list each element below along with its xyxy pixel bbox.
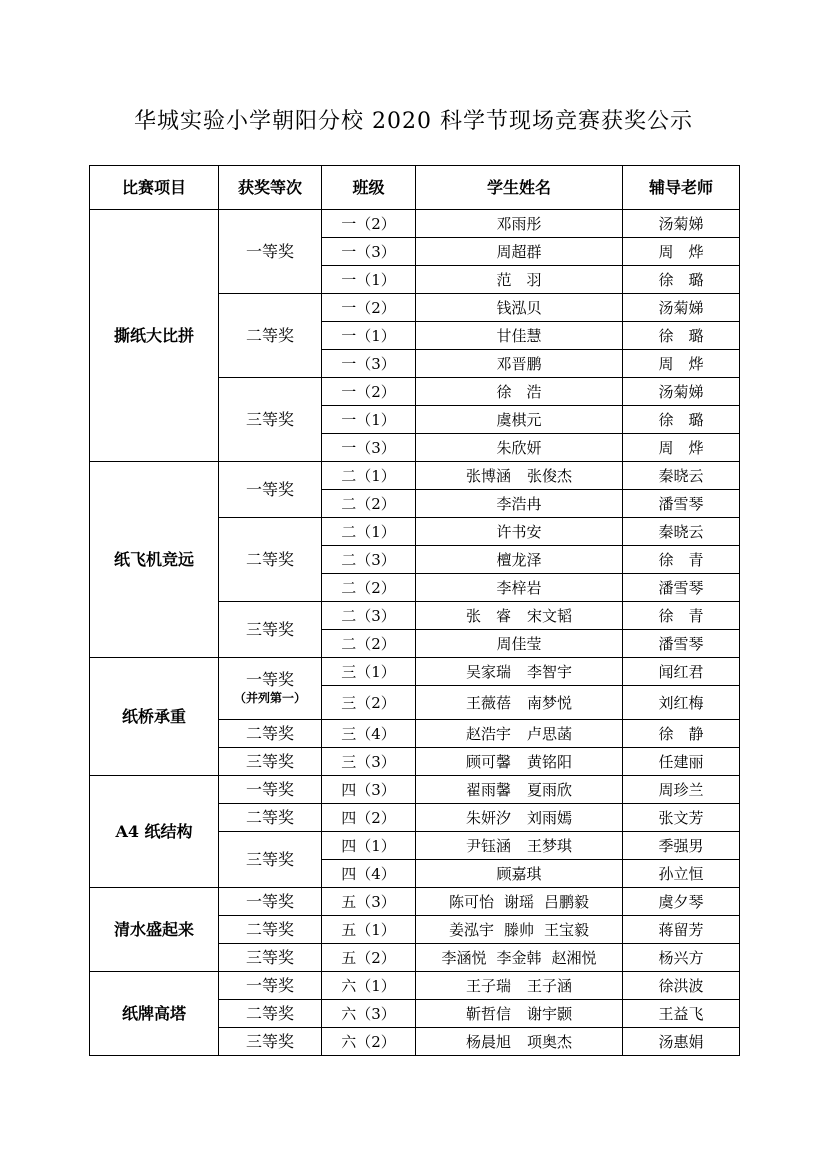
award-level-label: 二等奖 [245,723,294,743]
teacher-cell: 徐 青 [623,602,740,630]
competition-name: 纸飞机竞远 [90,462,219,658]
student-name: 张博涵 [465,466,511,485]
award-level [219,1000,322,1028]
student-names-cell [416,406,623,434]
competition-name: 纸牌高塔 [90,972,219,1056]
student-name: 王宝毅 [544,920,590,939]
student-names-cell [416,322,623,350]
teacher-cell: 徐 青 [623,546,740,574]
teacher-cell: 汤惠娟 [623,1028,740,1056]
teacher-cell: 徐 璐 [623,322,740,350]
student-names-cell [416,888,623,916]
table-row [90,888,740,916]
student-names-cell [416,776,623,804]
class-cell: 二（3） [322,602,416,630]
teacher-cell: 秦晓云 [623,462,740,490]
teacher-cell: 张文芳 [623,804,740,832]
student-names-cell [416,266,623,294]
student-names-cell [416,860,623,888]
student-name: 王子瑞 [465,976,511,995]
student-name: 李智宇 [527,662,573,681]
class-cell: 五（2） [322,944,416,972]
student-name: 黄铭阳 [527,752,573,771]
award-level-label: 二等奖 [245,807,294,827]
award-level [219,1028,322,1056]
student-name: 夏雨欣 [527,780,573,799]
class-cell: 二（2） [322,574,416,602]
award-level-label: 一等奖 [245,669,294,689]
teacher-cell: 汤菊娣 [623,294,740,322]
award-level [219,972,322,1000]
award-level [219,944,322,972]
student-name: 王梦琪 [527,836,573,855]
header-student-names: 学生姓名 [416,166,623,210]
teacher-cell: 刘红梅 [623,686,740,720]
award-level-label: 三等奖 [245,751,294,771]
award-level-label: 三等奖 [245,947,294,967]
teacher-cell: 周 烨 [623,238,740,266]
student-name: 项奥杰 [527,1032,573,1051]
page-title: 华城实验小学朝阳分校 2020 科学节现场竞赛获奖公示 [134,109,693,134]
competition-name: 清水盛起来 [90,888,219,972]
teacher-cell: 虞夕琴 [623,888,740,916]
student-names-cell [416,238,623,266]
award-level-label: 二等奖 [245,325,294,345]
class-cell: 三（4） [322,720,416,748]
award-level-label: 一等奖 [245,241,294,261]
student-names-cell [416,546,623,574]
student-name: 李梓岩 [496,578,542,597]
student-names-cell [416,658,623,686]
student-name: 顾嘉琪 [496,864,542,883]
student-name: 张俊杰 [527,466,573,485]
class-cell: 二（2） [322,490,416,518]
student-names-cell [416,378,623,406]
student-name: 杨晨旭 [465,1032,511,1051]
student-name: 卢思菡 [527,724,573,743]
student-name: 李金韩 [496,948,542,967]
teacher-cell: 周 烨 [623,350,740,378]
award-level [219,518,322,602]
student-names-cell [416,210,623,238]
student-name: 王子涵 [527,976,573,995]
student-name: 顾可馨 [465,752,511,771]
class-cell: 一（3） [322,350,416,378]
class-cell: 一（2） [322,210,416,238]
award-level-label: 三等奖 [245,619,294,639]
class-cell: 四（1） [322,832,416,860]
student-name: 谢宇颢 [527,1004,573,1023]
teacher-cell: 季强男 [623,832,740,860]
student-name: 朱妍汐 [465,808,511,827]
student-names-cell [416,574,623,602]
student-names-cell [416,630,623,658]
student-name: 虞棋元 [496,410,542,429]
student-name: 甘佳慧 [496,326,542,345]
student-name: 陈可怡 [448,892,494,911]
award-level-label: 一等奖 [245,479,294,499]
teacher-cell: 孙立恒 [623,860,740,888]
student-name: 邓晋鹏 [496,354,542,373]
student-names-cell [416,944,623,972]
table-row [90,462,740,490]
header-award-level: 获奖等次 [219,166,322,210]
class-cell: 五（3） [322,888,416,916]
student-names-cell [416,462,623,490]
student-name: 李浩冉 [496,494,542,513]
award-level-label: 二等奖 [245,919,294,939]
class-cell: 二（1） [322,518,416,546]
class-cell: 一（2） [322,378,416,406]
class-cell: 四（4） [322,860,416,888]
award-level [219,658,322,720]
teacher-cell: 周珍兰 [623,776,740,804]
student-name: 尹钰涵 [465,836,511,855]
student-name: 滕帅 [503,920,534,939]
student-names-cell [416,720,623,748]
competition-name: 纸桥承重 [90,658,219,776]
student-name: 李涵悦 [441,948,487,967]
award-level-label: 一等奖 [245,975,294,995]
student-name: 徐 浩 [496,382,542,401]
teacher-cell: 任建丽 [623,748,740,776]
teacher-cell: 汤菊娣 [623,210,740,238]
student-name: 檀龙泽 [496,550,542,569]
header-teacher: 辅导老师 [623,166,740,210]
teacher-cell: 周 烨 [623,434,740,462]
award-level-label: 三等奖 [245,409,294,429]
student-names-cell [416,518,623,546]
award-level-label: 三等奖 [245,849,294,869]
student-names-cell [416,804,623,832]
student-names-cell [416,294,623,322]
table-row [90,210,740,238]
header-competition: 比赛项目 [90,166,219,210]
student-name: 刘雨嫣 [527,808,573,827]
class-cell: 六（2） [322,1028,416,1056]
student-name: 翟雨馨 [465,780,511,799]
award-level [219,888,322,916]
award-level-label: 三等奖 [245,1031,294,1051]
teacher-cell: 杨兴方 [623,944,740,972]
awards-table [89,165,740,1056]
student-name: 邓雨彤 [496,214,542,233]
teacher-cell: 潘雪琴 [623,490,740,518]
class-cell: 三（1） [322,658,416,686]
student-name: 南梦悦 [527,693,573,712]
teacher-cell: 徐 璐 [623,406,740,434]
student-name: 许书安 [496,522,542,541]
award-note: （并列第一） [233,690,306,705]
student-name: 周超群 [496,242,542,261]
student-names-cell [416,748,623,776]
student-names-cell [416,916,623,944]
student-name: 吴家瑞 [465,662,511,681]
teacher-cell: 徐 璐 [623,266,740,294]
class-cell: 五（1） [322,916,416,944]
student-name: 王薇蓓 [465,693,511,712]
student-name: 范 羽 [496,270,542,289]
student-name: 朱欣妍 [496,438,542,457]
student-names-cell [416,490,623,518]
teacher-cell: 潘雪琴 [623,574,740,602]
award-level-label: 一等奖 [245,779,294,799]
class-cell: 四（3） [322,776,416,804]
student-name: 吕鹏毅 [544,892,590,911]
student-name: 赵湘悦 [551,948,597,967]
class-cell: 六（3） [322,1000,416,1028]
award-level [219,748,322,776]
teacher-cell: 徐 静 [623,720,740,748]
class-cell: 一（3） [322,434,416,462]
class-cell: 三（3） [322,748,416,776]
teacher-cell: 秦晓云 [623,518,740,546]
student-name: 周佳莹 [496,634,542,653]
award-level-label: 一等奖 [245,891,294,911]
student-names-cell [416,602,623,630]
class-cell: 二（1） [322,462,416,490]
award-level [219,378,322,462]
student-name: 赵浩宇 [465,724,511,743]
award-level-label: 二等奖 [245,549,294,569]
award-level [219,462,322,518]
award-level [219,776,322,804]
class-cell: 三（2） [322,686,416,720]
table-row [90,658,740,686]
award-level [219,720,322,748]
student-names-cell [416,1028,623,1056]
award-level [219,602,322,658]
student-name: 靳哲信 [465,1004,511,1023]
header-row [90,166,740,210]
student-name: 谢瑶 [503,892,534,911]
teacher-cell: 闻红君 [623,658,740,686]
student-names-cell [416,434,623,462]
class-cell: 六（1） [322,972,416,1000]
class-cell: 四（2） [322,804,416,832]
class-cell: 一（3） [322,238,416,266]
award-level [219,294,322,378]
student-names-cell [416,832,623,860]
header-class: 班级 [322,166,416,210]
class-cell: 一（1） [322,406,416,434]
award-level [219,210,322,294]
teacher-cell: 徐洪波 [623,972,740,1000]
student-name: 张 睿 [465,606,511,625]
competition-name: 撕纸大比拼 [90,210,219,462]
teacher-cell: 汤菊娣 [623,378,740,406]
student-names-cell [416,1000,623,1028]
award-level [219,832,322,888]
student-name: 钱泓贝 [496,298,542,317]
student-name: 姜泓宇 [448,920,494,939]
competition-name: A4 纸结构 [90,776,219,888]
award-level-label: 二等奖 [245,1003,294,1023]
teacher-cell: 蒋留芳 [623,916,740,944]
student-names-cell [416,686,623,720]
student-name: 宋文韬 [527,606,573,625]
table-row [90,972,740,1000]
teacher-cell: 王益飞 [623,1000,740,1028]
class-cell: 一（1） [322,266,416,294]
table-body [90,210,740,1056]
table-row [90,776,740,804]
award-level [219,916,322,944]
class-cell: 一（2） [322,294,416,322]
class-cell: 二（3） [322,546,416,574]
student-names-cell [416,350,623,378]
class-cell: 二（2） [322,630,416,658]
award-level [219,804,322,832]
teacher-cell: 潘雪琴 [623,630,740,658]
student-names-cell [416,972,623,1000]
class-cell: 一（1） [322,322,416,350]
